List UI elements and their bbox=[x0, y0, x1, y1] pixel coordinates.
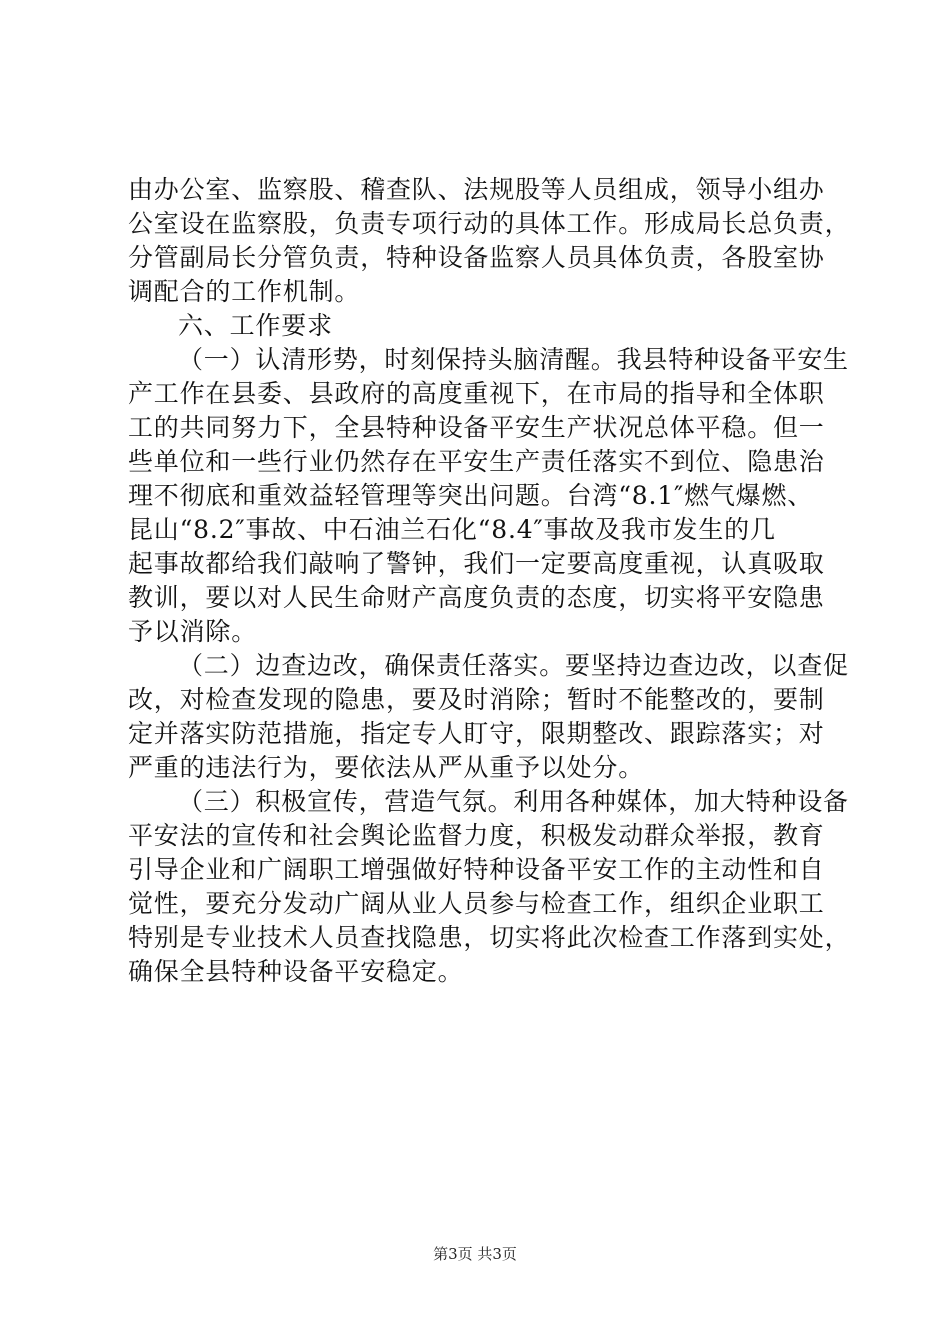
text-line: 特别是专业技术人员查找隐患，切实将此次检查工作落到实处， bbox=[128, 923, 851, 952]
text-line: 些单位和一些行业仍然存在平安生产责任落实不到位、隐患治 bbox=[128, 447, 825, 476]
text-line: 工的共同努力下，全县特种设备平安生产状况总体平稳。但一 bbox=[128, 413, 825, 442]
text-line: 定并落实防范措施，指定专人盯守，限期整改、跟踪落实；对 bbox=[128, 719, 825, 748]
text-line: 昆山“8.2″事故、中石油兰石化“8.4″事故及我市发生的几 bbox=[128, 515, 776, 544]
text-line: 产工作在县委、县政府的高度重视下，在市局的指导和全体职 bbox=[128, 379, 825, 408]
text-line: （三）积极宣传，营造气氛。利用各种媒体，加大特种设备 bbox=[178, 787, 849, 816]
text-line: 平安法的宣传和社会舆论监督力度，积极发动群众举报，教育 bbox=[128, 821, 825, 850]
text-line: （一）认清形势，时刻保持头脑清醒。我县特种设备平安生 bbox=[178, 345, 849, 374]
text-line: 分管副局长分管负责，特种设备监察人员具体负责，各股室协 bbox=[128, 243, 825, 272]
text-line: （二）边查边改，确保责任落实。要坚持边查边改，以查促 bbox=[178, 651, 849, 680]
text-line: 公室设在监察股，负责专项行动的具体工作。形成局长总负责， bbox=[128, 209, 851, 238]
text-line: 教训，要以对人民生命财产高度负责的态度，切实将平安隐患 bbox=[128, 583, 825, 612]
text-line: 引导企业和广阔职工增强做好特种设备平安工作的主动性和自 bbox=[128, 855, 825, 884]
text-line: 由办公室、监察股、稽查队、法规股等人员组成，领导小组办 bbox=[128, 175, 825, 204]
text-line: 调配合的工作机制。 bbox=[128, 277, 361, 306]
page-number-footer: 第3页 共3页 bbox=[433, 1245, 517, 1263]
section-heading: 六、工作要求 bbox=[178, 311, 333, 340]
text-line: 觉性，要充分发动广阔从业人员参与检查工作，组织企业职工 bbox=[128, 889, 825, 918]
text-line: 予以消除。 bbox=[128, 617, 258, 646]
text-line: 起事故都给我们敲响了警钟，我们一定要高度重视，认真吸取 bbox=[128, 549, 825, 578]
text-line: 确保全县特种设备平安稳定。 bbox=[128, 957, 464, 986]
text-line: 严重的违法行为，要依法从严从重予以处分。 bbox=[128, 753, 645, 782]
text-line: 改，对检查发现的隐患，要及时消除；暂时不能整改的，要制 bbox=[128, 685, 825, 714]
text-line: 理不彻底和重效益轻管理等突出问题。台湾“8.1″燃气爆燃、 bbox=[128, 481, 814, 510]
